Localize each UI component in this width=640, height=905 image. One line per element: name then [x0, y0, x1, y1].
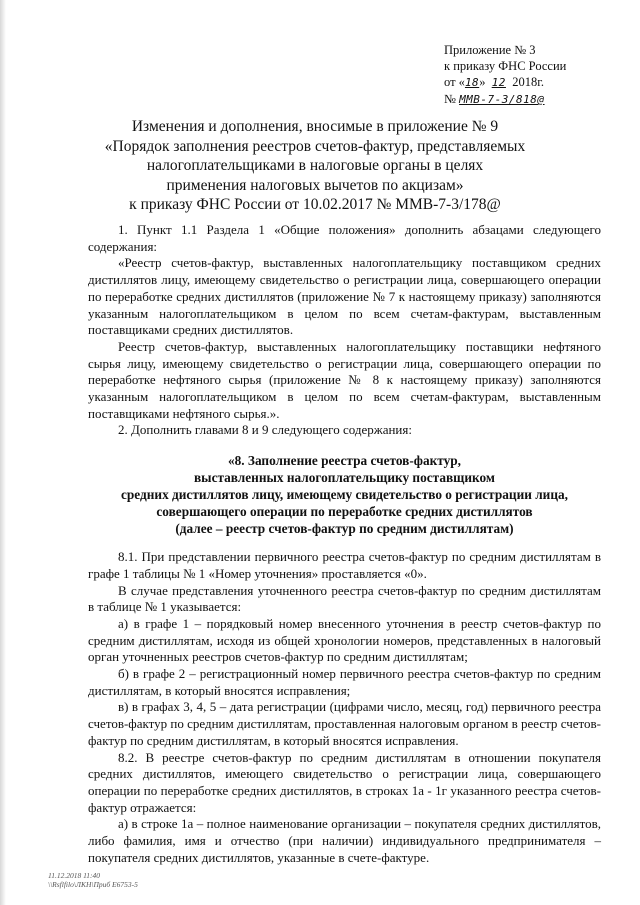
section-8-heading: [88, 452, 601, 537]
paragraph-8-2: 8.2. В реестре счетов-фактур по средним дистиллятам в отношении покупателя средних дистиллятов, имеющего свидетельство о регистрации лица, совершающего операции по переработке средних дистиллятов, в строках 1а - 1г указанного реестра счетов-фактур отражается:: [88, 749, 601, 815]
paragraph-4: 2. Дополнить главами 8 и 9 следующего содержания:: [118, 422, 412, 438]
section-heading-line-2: выставленных налогоплательщику поставщиком: [194, 470, 495, 486]
appendix-date: [444, 74, 566, 91]
date-month: 12: [491, 76, 506, 89]
number-prefix: №: [444, 92, 460, 106]
scan-edge: [0, 0, 6, 905]
section-heading-line-4: совершающего операции по переработке средних дистиллятов: [156, 504, 533, 520]
item-a: а) в графе 1 – порядковый номер внесенного уточнения в реестр счетов-фактур по средним дистиллятам, исходя из общей хронологии номеров, представленных в налоговый орган уточненных реестров счетов-фактур по средним дистиллятам;: [88, 615, 601, 665]
section-heading-line-1: «8. Заполнение реестра счетов-фактур,: [227, 453, 462, 469]
document-title: [90, 117, 540, 215]
date-day: 18: [464, 76, 480, 89]
date-mid: »: [479, 75, 486, 89]
title-line-4: применения налоговых вычетов по акцизам»: [166, 176, 464, 194]
item-v: в) в графах 3, 4, 5 – дата регистрации (цифрами число, месяц, год) первичного реестра счетов-фактур по средним дистиллятам, проставленная налоговым органом в реестр счетов-фактур по средним дистиллятам, в который вносятся исправления.: [88, 699, 601, 748]
section-heading-line-5: (далее – реестр счетов-фактур по средним дистиллятам): [175, 521, 514, 537]
footer-stamp: [48, 871, 138, 889]
date-year: 2018г.: [512, 75, 545, 89]
title-line-2: «Порядок заполнения реестров счетов-фактур, представляемых: [104, 137, 526, 155]
item-b: б) в графе 2 – регистрационный номер первичного реестра счетов-фактур по средним дистиллятам, в который вносятся исправления;: [88, 666, 601, 698]
appendix-block: [444, 42, 566, 108]
section-heading-line-3: средних дистиллятов лицу, имеющему свидетельство о регистрации лица,: [121, 487, 568, 503]
title-line-1: Изменения и дополнения, вносимые в приложение № 9: [131, 118, 499, 135]
paragraph-3: Реестр счетов-фактур, выставленных налогоплательщику поставщики нефтяного сырья лицу, имеющему свидетельство о регистрации лица, совершающего операции по переработке нефтяного сырья (приложение № 8 к настоящему приказу) заполняются указанным налогоплательщиком в целом по всем счетам-фактурам, выставленным поставщиками нефтяного сырья.».: [88, 338, 601, 421]
date-prefix: от «: [444, 75, 465, 89]
title-line-5: к приказу ФНС России от 10.02.2017 № ММВ-7-3/178@: [129, 196, 501, 213]
footer-path: \\Rsflfilo\ЛКН\Приб E6753-5: [48, 880, 138, 889]
number-handwritten: ММВ-7-3/818@: [459, 93, 545, 106]
document-body: [88, 222, 601, 867]
title-line-3: налогоплательщиками в налоговые органы в целях: [146, 157, 484, 174]
appendix-order-ref: к приказу ФНС России: [444, 59, 567, 73]
item-1a: а) в строке 1а – полное наименование организации – покупателя средних дистиллятов, либо фамилия, имя и отчество (при наличии) индивидуального предпринимателя – покупателя средних дистиллятов, указанные в счете-фактуре.: [88, 816, 601, 865]
paragraph-2: «Реестр счетов-фактур, выставленных налогоплательщику поставщиком средних дистиллятов лицу, имеющему свидетельство о регистрации лица, совершающего операции по переработке средних дистиллятов (приложение № 7 к настоящему приказу) заполняются указанным налогоплательщиком в целом по всем счетам-фактурам, выставленным поставщиками средних дистиллятов.: [88, 255, 601, 338]
footer-timestamp: 11.12.2018 11:40: [48, 871, 101, 880]
appendix-title: Приложение № 3: [444, 43, 536, 57]
paragraph-1: 1. Пункт 1.1 Раздела 1 «Общие положения» дополнить абзацами следующего содержания:: [88, 222, 601, 254]
appendix-number: [444, 91, 566, 108]
paragraph-refined: В случае представления уточненного реестра счетов-фактур по средним дистиллятам в таблице № 1 указывается:: [88, 582, 601, 615]
paragraph-8-1: 8.1. При представлении первичного реестра счетов-фактур по средним дистиллятам в графе 1 таблицы № 1 «Номер уточнения» проставляется «0».: [88, 549, 601, 581]
